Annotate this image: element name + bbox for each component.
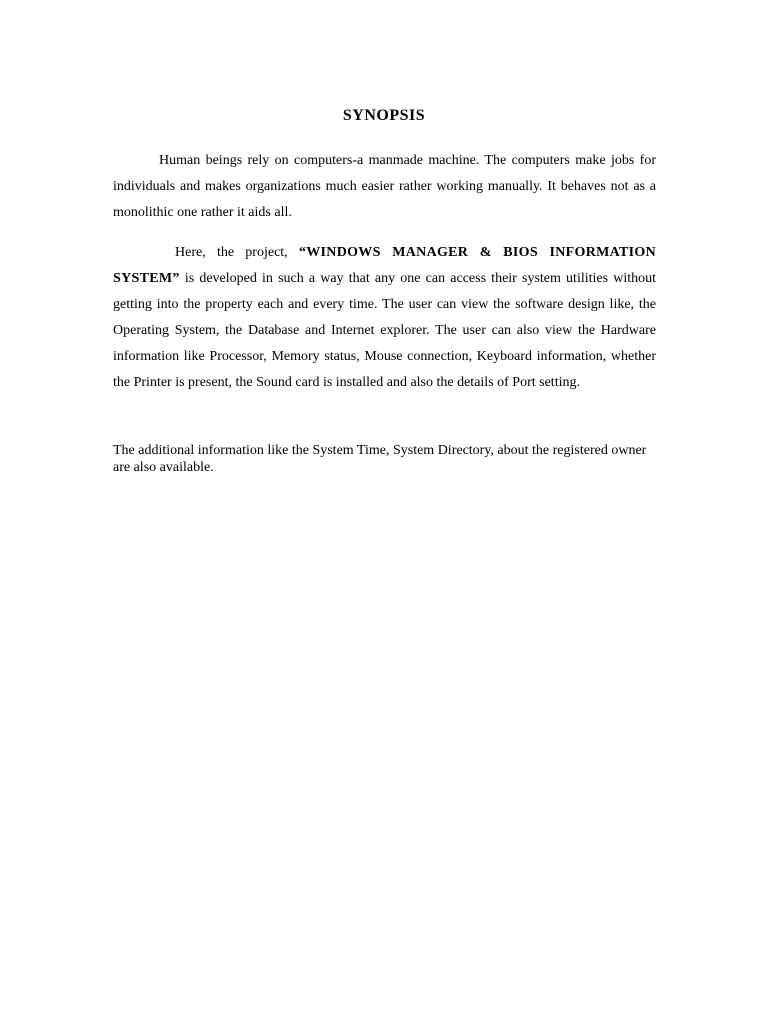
project-name: “WINDOWS MANAGER & BIOS INFORMATION SYSTEM”: [113, 245, 656, 286]
page-title: SYNOPSIS: [342, 107, 426, 124]
synopsis-paragraph-1: Human beings rely on computers-a manmade machine. The computers make jobs for individuals and makes organizations much easier rather working manually. It behaves not as a monolithic one rather it aids all.: [113, 153, 656, 220]
paragraph-2-body: is developed in such a way that any one can access their system utilities without getting into the property each and every time. The user can view the software design like, the Operating System, the Database and Internet explorer. The user can also view the Hardware information like Processor, Memory status, Mouse connection, Keyboard information, whether the Printer is present, the Sound card is installed and also the details of Port setting.: [113, 271, 656, 390]
synopsis-paragraph-2: [113, 240, 656, 396]
paragraph-2-lead: Here, the project,: [175, 245, 299, 260]
synopsis-paragraph-3: The additional information like the System Time, System Directory, about the registered owner are also available.: [113, 443, 647, 475]
